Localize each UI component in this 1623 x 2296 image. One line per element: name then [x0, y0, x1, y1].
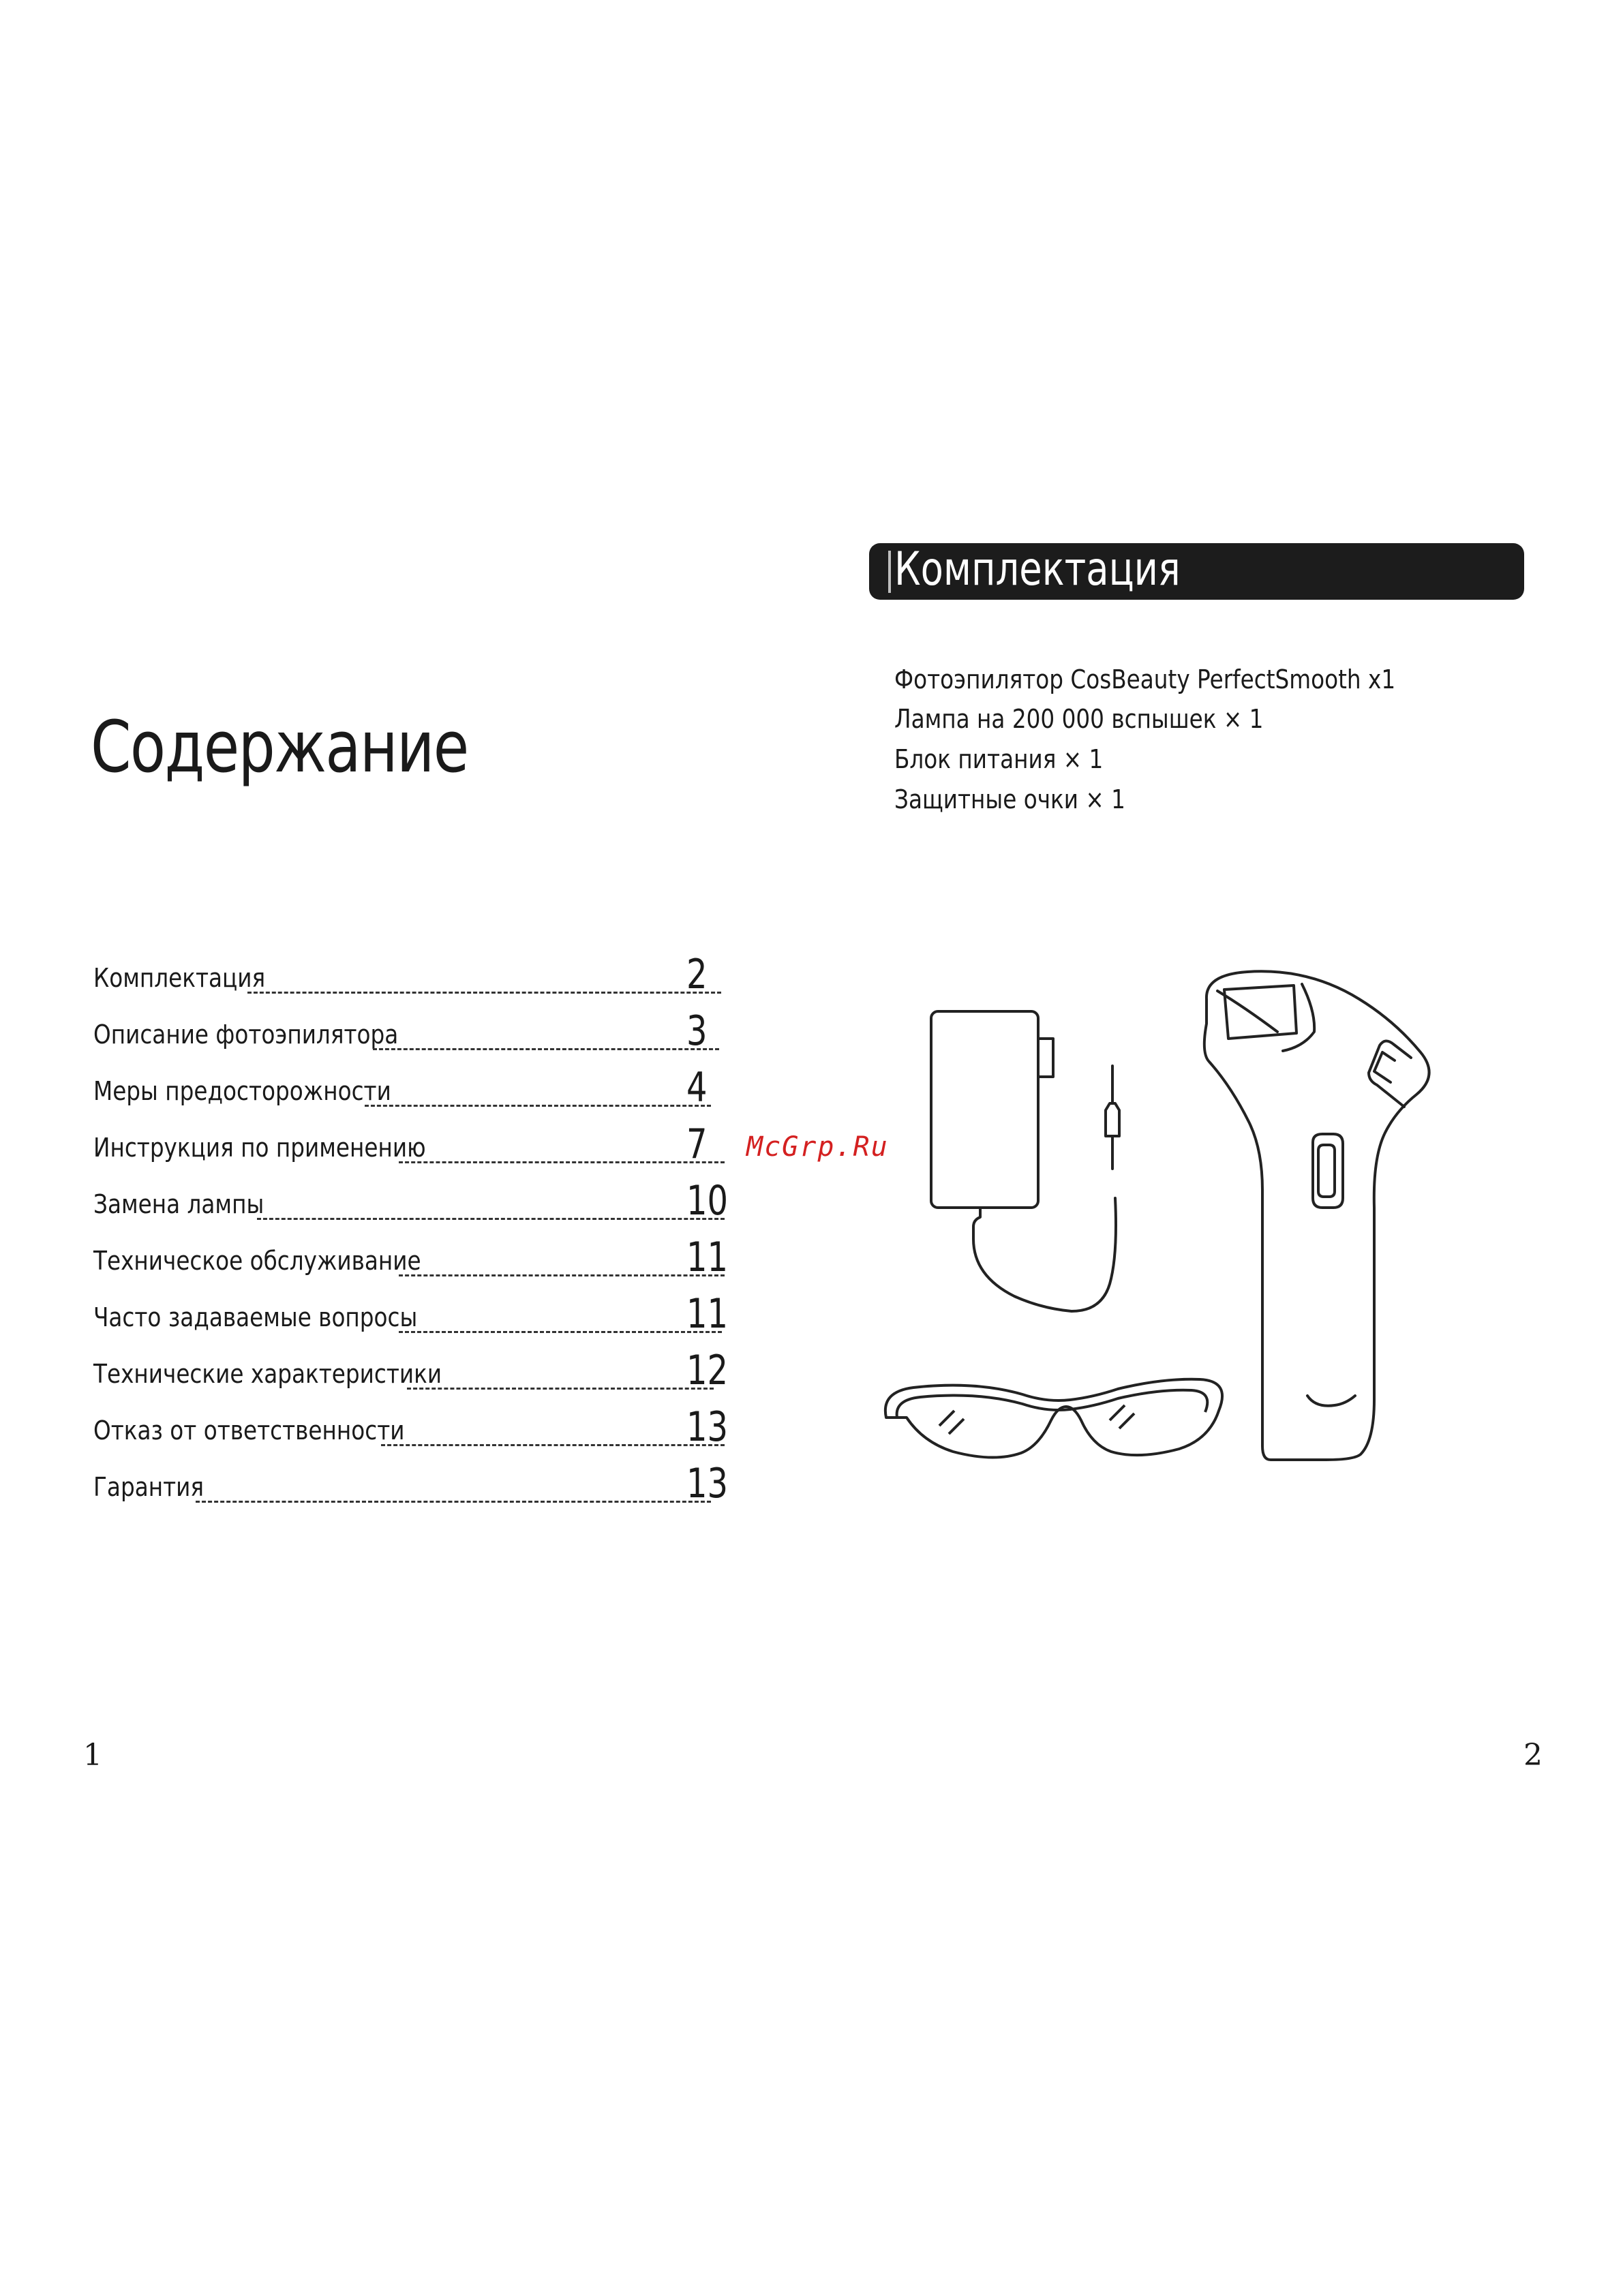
toc-page-number: 13 — [686, 1460, 729, 1507]
toc-entry[interactable] — [93, 1234, 734, 1288]
toc-entry[interactable] — [93, 1290, 734, 1345]
toc-page-number: 7 — [686, 1120, 708, 1168]
toc-leader — [399, 1311, 722, 1333]
toc-label: Комплектация — [93, 963, 266, 993]
toc-label: Техническое обслуживание — [93, 1246, 421, 1276]
page-number-left: 1 — [83, 1738, 102, 1773]
toc-entry[interactable] — [93, 1007, 734, 1062]
toc-leader — [407, 1367, 714, 1390]
toc-page-number: 10 — [686, 1177, 729, 1225]
toc-page-number: 4 — [686, 1064, 708, 1112]
toc-entry[interactable] — [93, 1347, 734, 1401]
power-adapter-icon — [931, 1011, 1119, 1311]
list-item: Фотоэпилятор CosBeauty PerfectSmooth x1 — [894, 664, 1396, 694]
toc-label: Замена лампы — [93, 1189, 264, 1219]
toc-page-number: 11 — [686, 1290, 729, 1338]
toc-leader — [399, 1254, 725, 1276]
toc-label: Меры предосторожности — [93, 1076, 391, 1106]
toc-page-number: 13 — [686, 1403, 729, 1451]
header-accent-mark — [888, 551, 891, 593]
package-illustration — [866, 954, 1500, 1540]
toc-entry[interactable] — [93, 1460, 734, 1514]
toc-leader — [247, 971, 721, 994]
toc-label: Описание фотоэпилятора — [93, 1020, 399, 1050]
contents-title: Содержание — [91, 705, 468, 789]
epilator-device-icon — [1204, 971, 1429, 1460]
protective-glasses-icon — [885, 1379, 1222, 1458]
toc-leader — [365, 1084, 711, 1107]
toc-leader — [381, 1424, 725, 1446]
toc-page-number: 11 — [686, 1234, 729, 1281]
toc-label: Инструкция по применению — [93, 1133, 426, 1163]
list-item: Защитные очки × 1 — [894, 784, 1125, 814]
toc-entry[interactable] — [93, 1177, 734, 1231]
page-number-right: 2 — [1523, 1738, 1543, 1773]
toc-entry[interactable] — [93, 1403, 734, 1458]
toc-page-number: 3 — [686, 1007, 708, 1055]
toc-label: Отказ от ответственности — [93, 1415, 405, 1445]
watermark: McGrp.Ru — [746, 1131, 889, 1163]
toc-page-number: 12 — [686, 1347, 729, 1394]
list-item: Лампа на 200 000 вспышек × 1 — [894, 704, 1264, 734]
toc-entry[interactable] — [93, 1120, 734, 1175]
toc-label: Гарантия — [93, 1472, 204, 1502]
toc-leader — [257, 1197, 725, 1220]
toc-page-number: 2 — [686, 951, 708, 998]
toc-leader — [399, 1141, 725, 1163]
section-header-title: Комплектация — [894, 542, 1181, 596]
toc-leader — [196, 1480, 711, 1503]
toc-entry[interactable] — [93, 1064, 734, 1118]
list-item: Блок питания × 1 — [894, 744, 1104, 774]
toc-entry[interactable] — [93, 951, 734, 1005]
toc-label: Технические характеристики — [93, 1359, 442, 1389]
toc-leader — [373, 1028, 719, 1050]
toc-label: Часто задаваемые вопросы — [93, 1302, 418, 1332]
